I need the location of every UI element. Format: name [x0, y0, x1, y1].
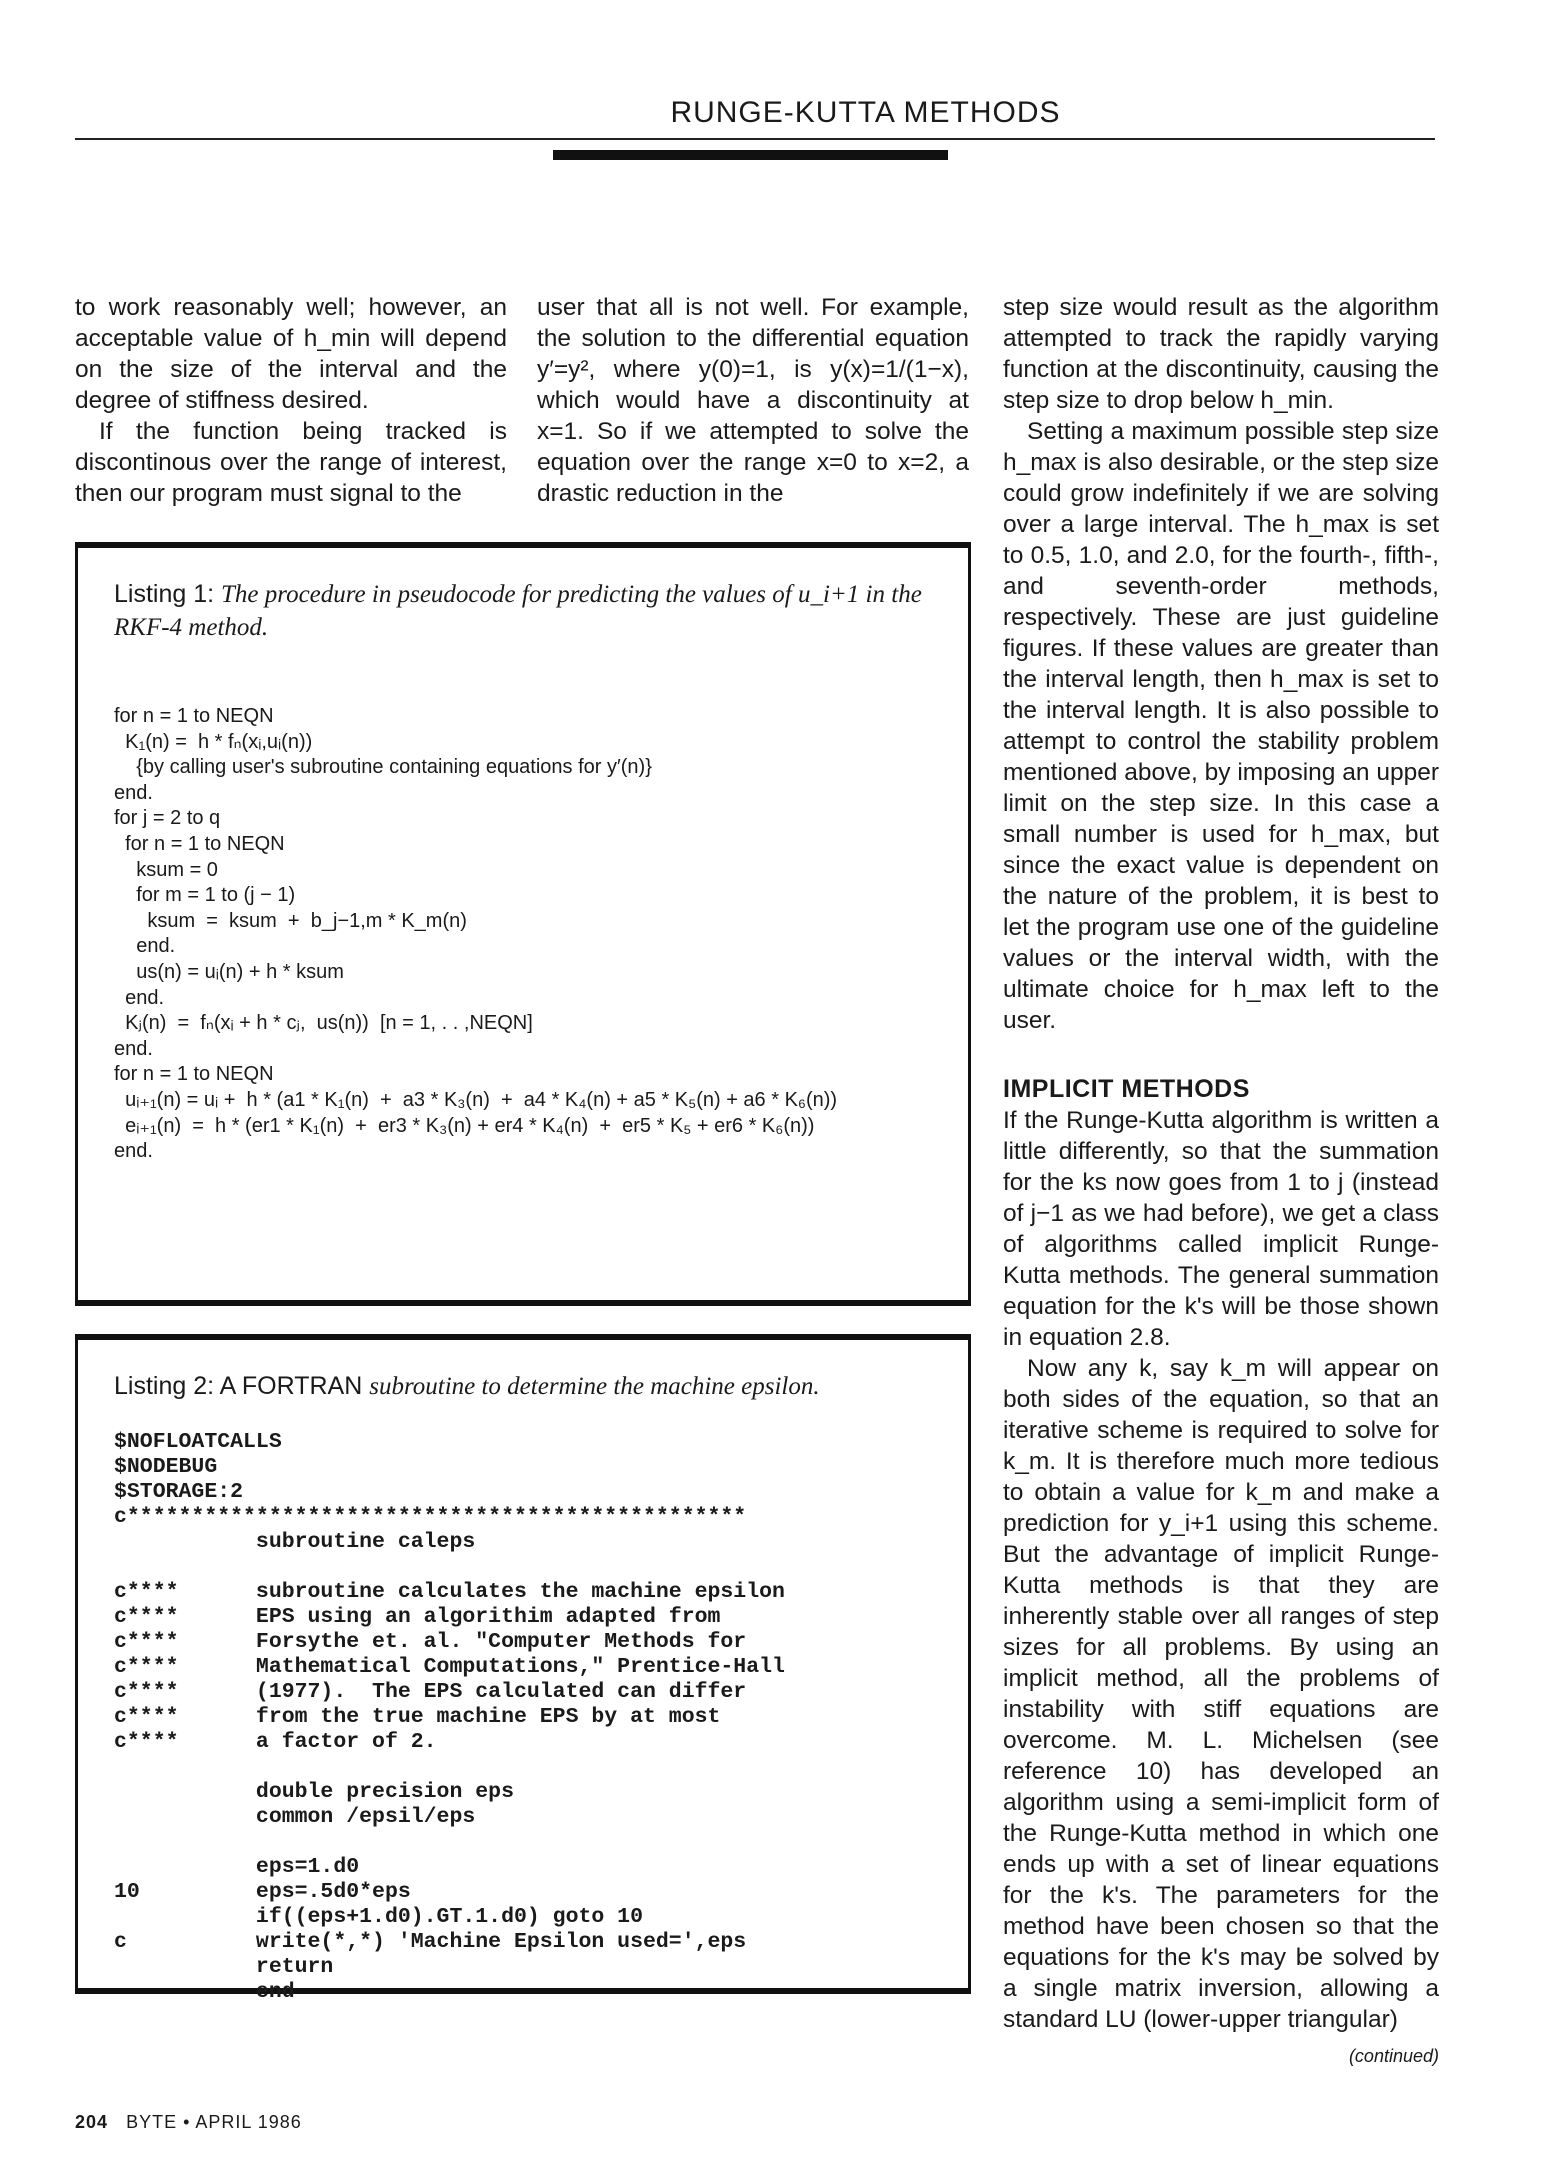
col3-paragraph-2: Setting a maximum possible step size h_max is also desirable, or the step size could grow indefinitely if we are solving over a large interval. The h_max is set to 0.5, 1.0, and 2.0, for the fourth-, fifth-, and seventh-order methods, respectively. These are just guideline figures. If these values are greater than the interval length, then h_max is set to the interval length. It is also possible to attempt to control the stability problem mentioned above, by imposing an upper limit on the step size. In this case a small number is used for h_max, but since the exact value is dependent on the nature of the problem, it is best to let the program use one of the guideline values or the interval width, with the ultimate choice for h_max left to the user.	[1003, 418, 1439, 1034]
page-number: 204	[75, 2112, 109, 2132]
page-footer	[75, 2112, 302, 2133]
code-line: end	[114, 1980, 295, 2004]
col1-paragraph-1: to work reasonably well; however, an acceptable value of h_min will depend on the size of the interval and the degree of stiffness desired.	[75, 294, 507, 414]
code-line: $NOFLOATCALLS	[114, 1430, 282, 1454]
header-bar	[553, 150, 948, 160]
pseudocode-line: us(n) = uᵢ(n) + h * ksum	[114, 960, 344, 983]
listing-2-caption-italic: subroutine to determine the machine epsilon.	[369, 1373, 820, 1400]
pseudocode-line: end.	[114, 935, 176, 958]
listing-2-caption	[114, 1370, 928, 1403]
column-2	[537, 292, 969, 509]
col3-paragraph-4: Now any k, say k_m will appear on both sides of the equation, so that an iterative scheme is required to solve for k_m. It is therefore much more tedious to obtain a value for k_m and make a prediction for y_i+1 using this scheme. But the advantage of implicit Runge-Kutta methods is that they are inherently stable over all ranges of step sizes for all problems. By using an implicit method, all the problems of instability with stiff equations are overcome. M. L. Michelsen (see reference 10) has developed an algorithm using a semi-implicit form of the Runge-Kutta method in which one ends up with a set of linear equations for the k's. The parameters for the method have been chosen so that the equations for the k's may be solved by a single matrix inversion, allowing a standard LU (lower-upper triangular)	[1003, 1355, 1439, 2033]
listing-2-caption-plain: A FORTRAN	[219, 1372, 363, 1400]
pseudocode-line: end.	[114, 781, 153, 804]
code-line: double precision eps	[114, 1780, 514, 1804]
code-line: c**** a factor of 2.	[114, 1730, 437, 1754]
code-line: $STORAGE:2	[114, 1480, 244, 1504]
section-heading-implicit-methods: IMPLICIT METHODS	[1003, 1075, 1250, 1103]
code-line: subroutine caleps	[114, 1530, 476, 1554]
pseudocode-line: for j = 2 to q	[114, 807, 221, 830]
pseudocode-line: Kⱼ(n) = fₙ(xᵢ + h * cⱼ, us(n)) [n = 1, . . ,NEQN]	[114, 1012, 533, 1035]
col3-paragraph-3: If the Runge-Kutta algorithm is written a little differently, so that the summation for the ks now goes from 1 to j (instead of j−1 as we had before), we get a class of algorithms called implicit Runge-Kutta methods. The general summation equation for the k's will be those shown in equation 2.8.	[1003, 1107, 1439, 1351]
listing-2-box	[75, 1334, 971, 2004]
code-line: c**** EPS using an algorithim adapted from	[114, 1605, 721, 1629]
code-line: c**** from the true machine EPS by at most	[114, 1705, 721, 1729]
code-line: c**** Forsythe et. al. "Computer Methods for	[114, 1630, 747, 1654]
code-line: c**** Mathematical Computations," Prentice-Hall	[114, 1655, 785, 1679]
pseudocode-line: for n = 1 to NEQN	[114, 705, 274, 727]
listing-2-fortran-code	[114, 1430, 785, 2005]
pseudocode-line: ksum = 0	[114, 858, 218, 881]
code-line: if((eps+1.d0).GT.1.d0) goto 10	[114, 1905, 643, 1929]
code-line	[114, 1755, 785, 1780]
pseudocode-line: uᵢ₊₁(n) = uᵢ + h * (a1 * K₁(n) + a3 * K₃(n) + a4 * K₄(n) + a5 * K₅(n) + a6 * K₆(n))	[114, 1088, 838, 1111]
continued-note: (continued)	[1348, 2046, 1439, 2066]
pseudocode-line: for n = 1 to NEQN	[114, 832, 285, 855]
code-line: c**** (1977). The EPS calculated can differ	[114, 1680, 747, 1704]
pseudocode-line: end.	[114, 986, 165, 1009]
header-rule	[75, 138, 1435, 140]
code-line: eps=1.d0	[114, 1855, 360, 1879]
listing-1-label: Listing 1:	[114, 580, 215, 608]
col2-paragraph-1: user that all is not well. For example, the solution to the differential equation y′=y², where y(0)=1, is y(x)=1/(1−x), which would have a discontinuity at x=1. So if we attempted to solve the equation over the range x=0 to x=2, a drastic reduction in the	[537, 294, 969, 507]
pseudocode-line: end.	[114, 1140, 153, 1163]
column-3	[1003, 292, 1439, 2072]
pseudocode-line: eᵢ₊₁(n) = h * (er1 * K₁(n) + er3 * K₃(n) + er4 * K₄(n) + er5 * K₅ + er6 * K₆(n))	[114, 1114, 815, 1137]
magazine-issue: BYTE • APRIL 1986	[126, 2112, 302, 2132]
col3-paragraph-1: step size would result as the algorithm attempted to track the rapidly varying function at the discontinuity, causing the step size to drop below h_min.	[1003, 294, 1439, 414]
code-line: return	[114, 1955, 334, 1979]
code-line: $NODEBUG	[114, 1455, 218, 1479]
pseudocode-line: for n = 1 to NEQN	[114, 1063, 274, 1086]
code-line: 10 eps=.5d0*eps	[114, 1880, 411, 1904]
code-line: c write(*,*) 'Machine Epsilon used=',eps	[114, 1930, 747, 1954]
running-header: RUNGE-KUTTA METHODS	[670, 96, 1061, 129]
pseudocode-line: for m = 1 to (j − 1)	[114, 884, 296, 907]
col1-paragraph-2: If the function being tracked is discontinous over the range of interest, then our program must signal to the	[75, 418, 507, 507]
listing-1-box	[75, 542, 971, 1306]
listing-1-pseudocode	[114, 704, 837, 1165]
code-line	[114, 1830, 785, 1855]
listing-1-caption	[114, 578, 928, 644]
listing-1-caption-text: The procedure in pseudocode for predicting the values of u_i+1 in the RKF-4 method.	[114, 581, 922, 641]
listing-2-label: Listing 2:	[114, 1372, 215, 1400]
pseudocode-line: K₁(n) = h * fₙ(xᵢ,uᵢ(n))	[114, 730, 313, 753]
pseudocode-line: end.	[114, 1037, 153, 1060]
pseudocode-line: ksum = ksum + b_j−1,m * K_m(n)	[114, 909, 467, 932]
code-line: c**** subroutine calculates the machine epsilon	[114, 1580, 785, 1604]
pseudocode-line: {by calling user's subroutine containing equations for y′(n)}	[114, 756, 652, 779]
code-line	[114, 1555, 785, 1580]
code-line: common /epsil/eps	[114, 1805, 476, 1829]
column-1	[75, 292, 507, 509]
code-line: c************************************************	[114, 1505, 747, 1529]
